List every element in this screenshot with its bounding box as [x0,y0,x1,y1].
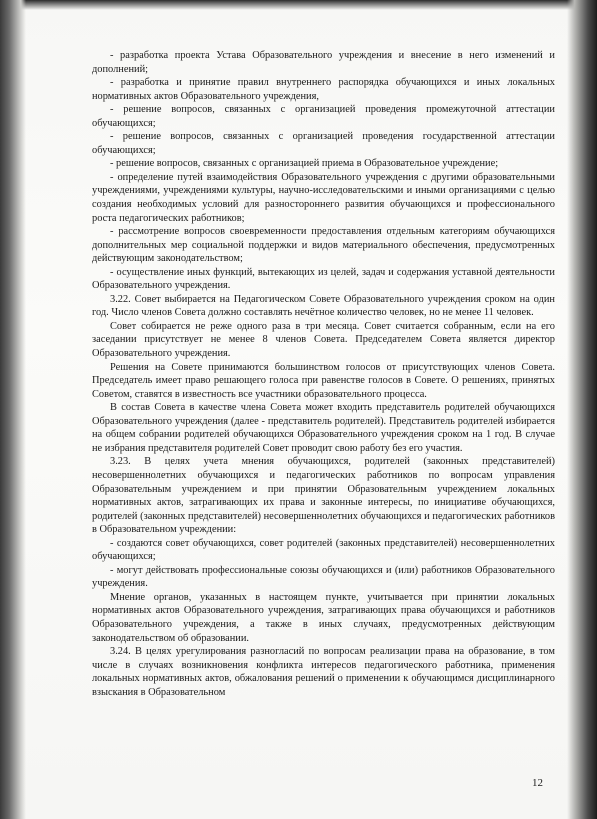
list-item-interaction: - определение путей взаимодействия Образовательного учреждения с другими образовательными учреждениями, учреждениями культуры, научно-исследовательскими и иными организациями с целью создания необходимых условий для разностороннего развития обучающихся и профессионального роста педагогических работников; [92,171,555,224]
list-item-admission: - решение вопросов, связанных с организацией приема в Образовательное учреждение; [110,158,499,170]
scan-shadow-top [0,0,597,10]
list-item-charter: - разработка проекта Устава Образовательного учреждения и внесение в него изменений и дополнений; [92,50,555,75]
section-3-24: 3.24. В целях урегулирования разногласий по вопросам реализации права на образование, в том числе в случаях возникновения конфликта интересов педагогического работника, применения локальных нормативных актов, обжалования решений о применении к обучающимся дисциплинарного взыскания в Образовательном [92,646,555,698]
list-item-student-council: - создаются совет обучающихся, совет родителей (законных представителей) несовершеннолетних обучающихся; [92,537,555,563]
list-item-interim-attestation: - решение вопросов, связанных с организацией проведения промежуточной аттестации обучающихся; [92,104,555,129]
paragraph-council-meetings: Совет собирается не реже одного раза в три месяца. Совет считается собранным, если на его заседании присутствует не менее 8 членов Совета. Председателем Совета является директор Образовательного учреждения. [92,320,555,360]
list-item-other-functions: - осуществление иных функций, вытекающих из целей, задач и содержания уставной деятельности Образовательного учреждения. [92,266,555,292]
paragraph-parent-representative: В состав Совета в качестве члена Совета может входить представитель родителей обучающихся Образовательного учреждения (далее - представитель родителей). Представитель родителей избирается на общем собрании родителей обучающихся Образовательного учреждения сроком на 1 год. В случае не избрания представителя родителей Совет проводит свою работу без его участия. [92,402,555,454]
paragraph-bodies-opinion: Мнение органов, указанных в настоящем пункте, учитывается при принятии локальных нормативных актов Образовательного учреждения, затрагивающих права обучающихся и работников Образовательного учреждения, а также в иных случаях, предусмотренных действующим законодательством об образовании. [92,591,555,644]
list-item-social-support: - рассмотрение вопросов своевременности предоставления отдельным категориям обучающихся дополнительных мер социальной поддержки и видов материального обеспечения, предусмотренных действующим законодательством; [92,226,555,265]
section-3-23: 3.23. В целях учета мнения обучающихся, родителей (законных представителей) несовершеннолетних обучающихся и педагогических работников по вопросам управления Образовательным учреждением и при принятии Образовательным учреждением локальных нормативных актов, затрагивающих их права и законные интересы, по инициативе обучающихся, родителей (законных представителей) несовершеннолетних обучающихся и педагогических работников в Образовательном учреждении: [92,456,555,536]
scan-shadow-left [0,0,26,819]
list-item-state-attestation: - решение вопросов, связанных с организацией проведения государственной аттестации обучающихся; [92,131,555,156]
paragraph-council-decisions: Решения на Совете принимаются большинством голосов от присутствующих членов Совета. Председатель имеет право решающего голоса при равенстве голосов в Совете. О решениях, принятых Советом, ставятся в известность все участники образовательного процесса. [92,361,555,400]
list-item-trade-unions: - могут действовать профессиональные союзы обучающихся и (или) работников Образовательного учреждения. [92,564,555,590]
scan-shadow-right [567,0,597,819]
page-number: 12 [532,777,543,789]
section-3-22: 3.22. Совет выбирается на Педагогическом Совете Образовательного учреждения сроком на один год. Число членов Совета должно составлять нечётное количество человек, но не менее 11 человек. [92,293,555,319]
document-body [92,49,555,699]
list-item-internal-rules: - разработка и принятие правил внутреннего распорядка обучающихся и иных локальных нормативных актов Образовательного учреждения, [92,77,555,102]
